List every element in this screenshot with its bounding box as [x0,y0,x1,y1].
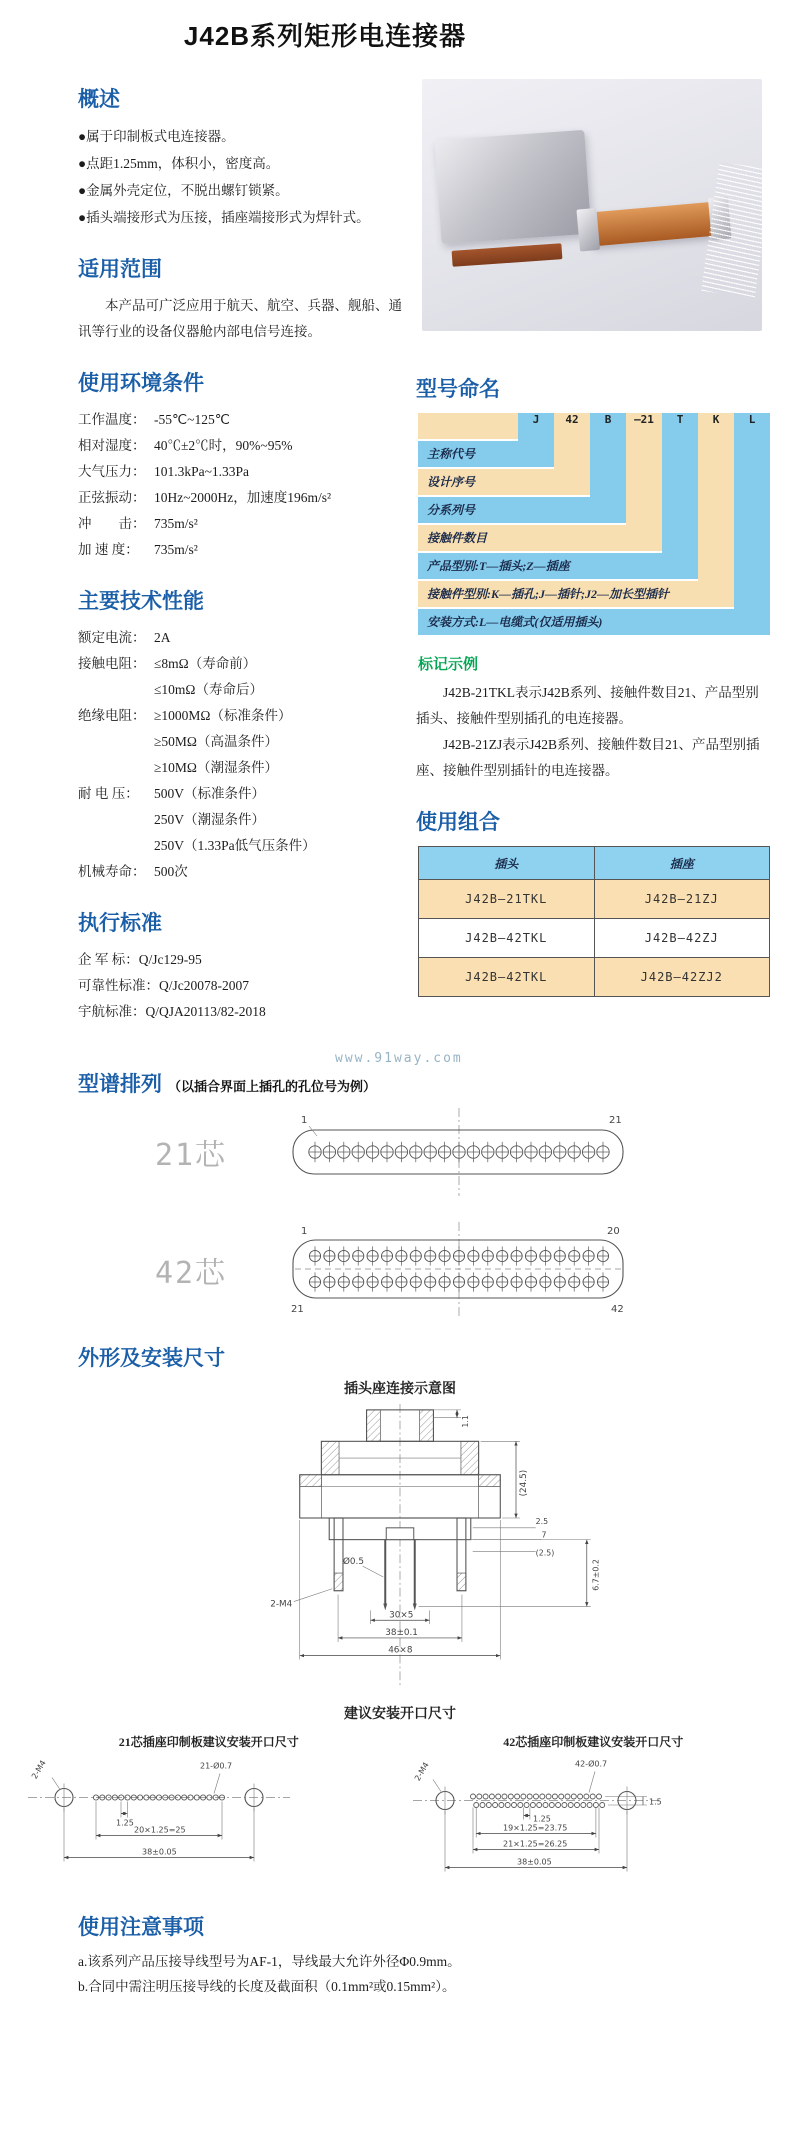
perf-line [78,677,406,703]
pin-symbol [508,1794,513,1799]
perf-label: 耐 电 压： [78,786,139,801]
pin-number-label: 42 [611,1304,624,1315]
section-heading-environment: 使用环境条件 [78,372,204,395]
perf-line [78,729,406,755]
dim-pin-dia: Ø0.5 [342,1557,364,1568]
pin-symbol [520,1794,525,1799]
section-heading-application: 适用范围 [78,258,162,281]
combo-header-plug: 插头 [419,847,595,880]
perf-line [78,625,406,651]
pin-symbol [470,1794,475,1799]
perf-value: 250V（潮湿条件） [154,812,265,827]
naming-row: 分系列号 [418,497,626,523]
core-count-label-42: 42芯 [154,1256,228,1291]
naming-blank-cell [418,413,518,439]
naming-row: 设计序号 [418,469,590,495]
right-column [416,79,772,1025]
dim-hole-21: 21-Ø0.7 [200,1761,233,1771]
dim-rowgap-42: 1.5 [648,1797,662,1807]
naming-code: B [604,413,612,426]
pin-symbol [552,1794,557,1799]
section-heading-combination: 使用组合 [416,811,500,834]
marking-example-heading: 标记示例 [418,656,479,673]
naming-code: K [712,413,720,426]
pin-symbol [498,1803,503,1808]
pin-symbol [502,1794,507,1799]
dim-pitch-21: 1.25 [116,1818,134,1828]
marking-example-paragraph: J42B-21TKL表示J42B系列、接触件数目21、产品型别插头、接触件型别插孔的电连接器。 [416,685,759,726]
pin-number-label: 1 [301,1226,308,1237]
pin-symbol [492,1803,497,1808]
left-column [78,79,406,1025]
combo-cell: J42B—42ZJ [594,919,770,958]
pin-symbol [574,1803,579,1808]
pin-symbol [539,1794,544,1799]
combo-cell: J42B—21ZJ [594,880,770,919]
pin-symbol [565,1794,570,1799]
std-label: 企 军 标： [78,952,139,967]
pin-number-label: 1 [301,1115,308,1126]
connector-silver-front-image [452,243,563,267]
std-value: Q/QJA20113/82-2018 [145,1004,266,1019]
connector-silver-image [435,130,592,244]
naming-row: 安装方式:L—电缆式(仅适用插头) [418,609,770,635]
pin-symbol [587,1803,592,1808]
perf-line [78,703,406,729]
dim-span2-42: 21×1.25=26.25 [502,1839,567,1849]
perf-value: 500次 [154,864,188,879]
pin-symbol [476,1794,481,1799]
pin-number-label: 20 [607,1226,620,1237]
pin-symbol [483,1794,488,1799]
pin-symbol [596,1794,601,1799]
naming-row: 主称代号 [418,441,554,467]
spectrum-21-row [0,1106,800,1198]
overview-bullet: ●属于印制板式电连接器。 [78,129,235,144]
perf-label: 机械寿命： [78,864,146,879]
pin-number-label: 21 [291,1304,304,1315]
note-line: a.该系列产品压接导线型号为AF-1，导线最大允许外径Φ0.9mm。 [78,1954,461,1969]
dim-span-21: 20×1.25=25 [134,1825,186,1835]
pin-symbol [546,1794,551,1799]
combo-cell: J42B—42TKL [419,919,595,958]
pin-symbol [558,1794,563,1799]
pin-symbol [561,1803,566,1808]
naming-code: —21 [634,413,654,426]
note-line: b.合同中需注明压接导线的长度及截面积（0.1mm²或0.15mm²）。 [78,1979,456,1994]
dim-w3: 46×8 [388,1645,413,1656]
section-heading-standards: 执行标准 [78,912,162,935]
pin-symbol [580,1803,585,1808]
env-label: 冲 击： [78,516,146,531]
pin-symbol [530,1803,535,1808]
cutout-42-caption: 42芯插座印制板建议安装开口尺寸 [503,1735,684,1749]
dim-pitch-42: 1.25 [532,1814,551,1824]
watermark: www.91way.com [335,1051,463,1066]
pin-symbol [568,1803,573,1808]
naming-row: 接触件数目 [418,525,662,551]
pin-symbol [473,1803,478,1808]
section-heading-overview: 概述 [78,88,120,111]
naming-row: 产品型别:T—插头;Z—插座 [418,553,698,579]
section-heading-notes: 使用注意事项 [78,1916,204,1939]
assembly-drawing [170,1402,630,1692]
dim-screw: 2-M4 [270,1599,293,1610]
pin-symbol [577,1794,582,1799]
pin-symbol [543,1803,548,1808]
pin-symbol [505,1803,510,1808]
spectrum-note: （以插合界面上插孔的孔位号为例） [168,1079,377,1094]
pin-symbol [571,1794,576,1799]
perf-value: ≥10MΩ（潮湿条件） [154,760,278,775]
pin-symbol [527,1794,532,1799]
std-line [78,999,406,1025]
combo-header-socket: 插座 [594,847,770,880]
std-value: Q/Jc20078-2007 [159,978,249,993]
dim-step2: 7 [541,1530,547,1540]
perf-value: ≥50MΩ（高温条件） [154,734,278,749]
pin-symbol [524,1803,529,1808]
cutout-caption: 建议安装开口尺寸 [344,1707,456,1722]
cutout-21 [24,1733,393,1897]
dim-height: (24.5) [518,1469,529,1497]
pin-symbol [511,1803,516,1808]
std-line [78,947,406,973]
application-text: 本产品可广泛应用于航天、航空、兵器、舰船、通讯等行业的设备仪器舱内部电信号连接。 [78,298,402,339]
pin-symbol [555,1803,560,1808]
perf-value: 500V（标准条件） [154,786,265,801]
perf-value: 2A [154,630,171,645]
env-line [78,459,406,485]
pin-symbol [533,1794,538,1799]
cutout-drawings [0,1733,800,1897]
pin-number-label: 21 [609,1115,622,1126]
pin-symbol [583,1794,588,1799]
env-line [78,407,406,433]
dim-total-42: 38±0.05 [516,1857,552,1867]
perf-label: 接触电阻： [78,656,146,671]
pin-symbol [536,1803,541,1808]
connector-orange-image [589,201,719,246]
dim-total-21: 38±0.05 [142,1847,177,1857]
dim-pin-len: 6.7±0.2 [591,1559,601,1591]
std-value: Q/Jc129-95 [138,952,202,967]
dim-w2: 38±0.1 [385,1627,418,1638]
pin-symbol [495,1794,500,1799]
perf-value: ≤8mΩ（寿命前） [154,656,257,671]
env-label: 加 速 度： [78,542,139,557]
connector-21pin-diagram [265,1106,645,1198]
env-label: 正弦振动： [78,490,146,505]
naming-column-bar [734,413,770,609]
std-line [78,973,406,999]
combo-cell: J42B—42TKL [419,958,595,997]
pin-symbol [486,1803,491,1808]
env-value: 735m/s² [154,542,198,557]
dim-hole-42: 42-Ø0.7 [574,1759,607,1769]
table-row [419,958,770,997]
dim-screw-42: 2-M4 [412,1760,431,1783]
model-naming-diagram [418,413,770,635]
table-row [419,880,770,919]
dim-screw-21: 2-M4 [29,1758,48,1781]
overview-bullet: ●金属外壳定位，不脱出螺钉锁紧。 [78,183,289,198]
assembly-caption: 插头座连接示意图 [344,1382,456,1397]
dim-top: 1.1 [460,1415,470,1428]
env-label: 工作温度： [78,412,146,427]
product-photo [422,79,762,331]
pin-symbol [489,1794,494,1799]
pin-symbol [480,1803,485,1808]
pin-symbol [517,1803,522,1808]
perf-value: ≤10mΩ（寿命后） [154,682,263,697]
env-value: 735m/s² [154,516,198,531]
marking-example-paragraph: J42B-21ZJ表示J42B系列、接触件数目21、产品型别插座、接触件型别插针的电连接器。 [416,737,760,778]
table-row [419,919,770,958]
pin-symbol [514,1794,519,1799]
perf-label: 绝缘电阻： [78,708,146,723]
cutout-21-caption: 21芯插座印制板建议安装开口尺寸 [118,1735,299,1749]
pin-symbol [599,1803,604,1808]
perf-line [78,833,406,859]
perf-line [78,651,406,677]
std-label: 可靠性标准： [78,978,159,993]
dim-w1: 30×5 [389,1610,414,1621]
env-value: 10Hz~2000Hz，加速度196m/s² [154,490,332,505]
env-value: 101.3kPa~1.33Pa [154,464,250,479]
section-heading-dimensions: 外形及安装尺寸 [78,1347,225,1370]
perf-line [78,755,406,781]
notes-section [0,1911,800,1999]
env-line [78,537,406,563]
combination-table [418,846,770,997]
overview-bullet: ●点距1.25mm，体积小，密度高。 [78,156,280,171]
perf-line [78,807,406,833]
env-line [78,433,406,459]
page-title: J42B系列矩形电连接器 [183,21,467,51]
spectrum-section [0,1068,800,1098]
std-label: 宇航标准： [78,1004,146,1019]
env-line [78,485,406,511]
perf-line [78,859,406,885]
connector-42pin-diagram [265,1220,645,1320]
assembly-drawing-wrap [0,1402,800,1697]
cutout-42-drawing [409,1754,664,1892]
section-heading-performance: 主要技术性能 [78,590,204,613]
naming-code: T [676,413,684,426]
dim-step1: 2.5 [535,1516,549,1526]
pin-symbol [549,1803,554,1808]
naming-code: L [748,413,756,426]
section-heading-spectrum: 型谱排列 [78,1073,162,1096]
dim-span1-42: 19×1.25=23.75 [502,1823,567,1833]
section-heading-naming: 型号命名 [416,378,500,401]
two-column-area [0,79,800,1025]
perf-value: ≥1000MΩ（标准条件） [154,708,292,723]
env-label: 相对湿度： [78,438,146,453]
dim-step3: (2.5) [535,1548,555,1558]
perf-value: 250V（1.33Pa低气压条件） [154,838,316,853]
perf-line [78,781,406,807]
combo-cell: J42B—21TKL [419,880,595,919]
cutout-21-drawing [24,1754,294,1882]
cutout-42 [409,1733,778,1897]
naming-row: 接触件型别:K—插孔;J—插针;J2—加长型插针 [418,581,734,607]
naming-code: J [532,413,540,426]
core-count-label-21: 21芯 [154,1138,228,1173]
spectrum-42-row [0,1220,800,1320]
env-value: -55℃~125℃ [154,412,230,427]
pin-symbol [593,1803,598,1808]
env-line [78,511,406,537]
overview-bullet: ●插头端接形式为压接，插座端接形式为焊针式。 [78,210,370,225]
env-label: 大气压力： [78,464,146,479]
perf-label: 额定电流： [78,630,146,645]
connector-wires-image [701,162,762,298]
pin-symbol [590,1794,595,1799]
naming-code: 42 [565,413,579,426]
env-value: 40℃±2℃时，90%~95% [154,438,293,453]
dimensions-section-heading-wrap [0,1342,800,1372]
combo-cell: J42B—42ZJ2 [594,958,770,997]
